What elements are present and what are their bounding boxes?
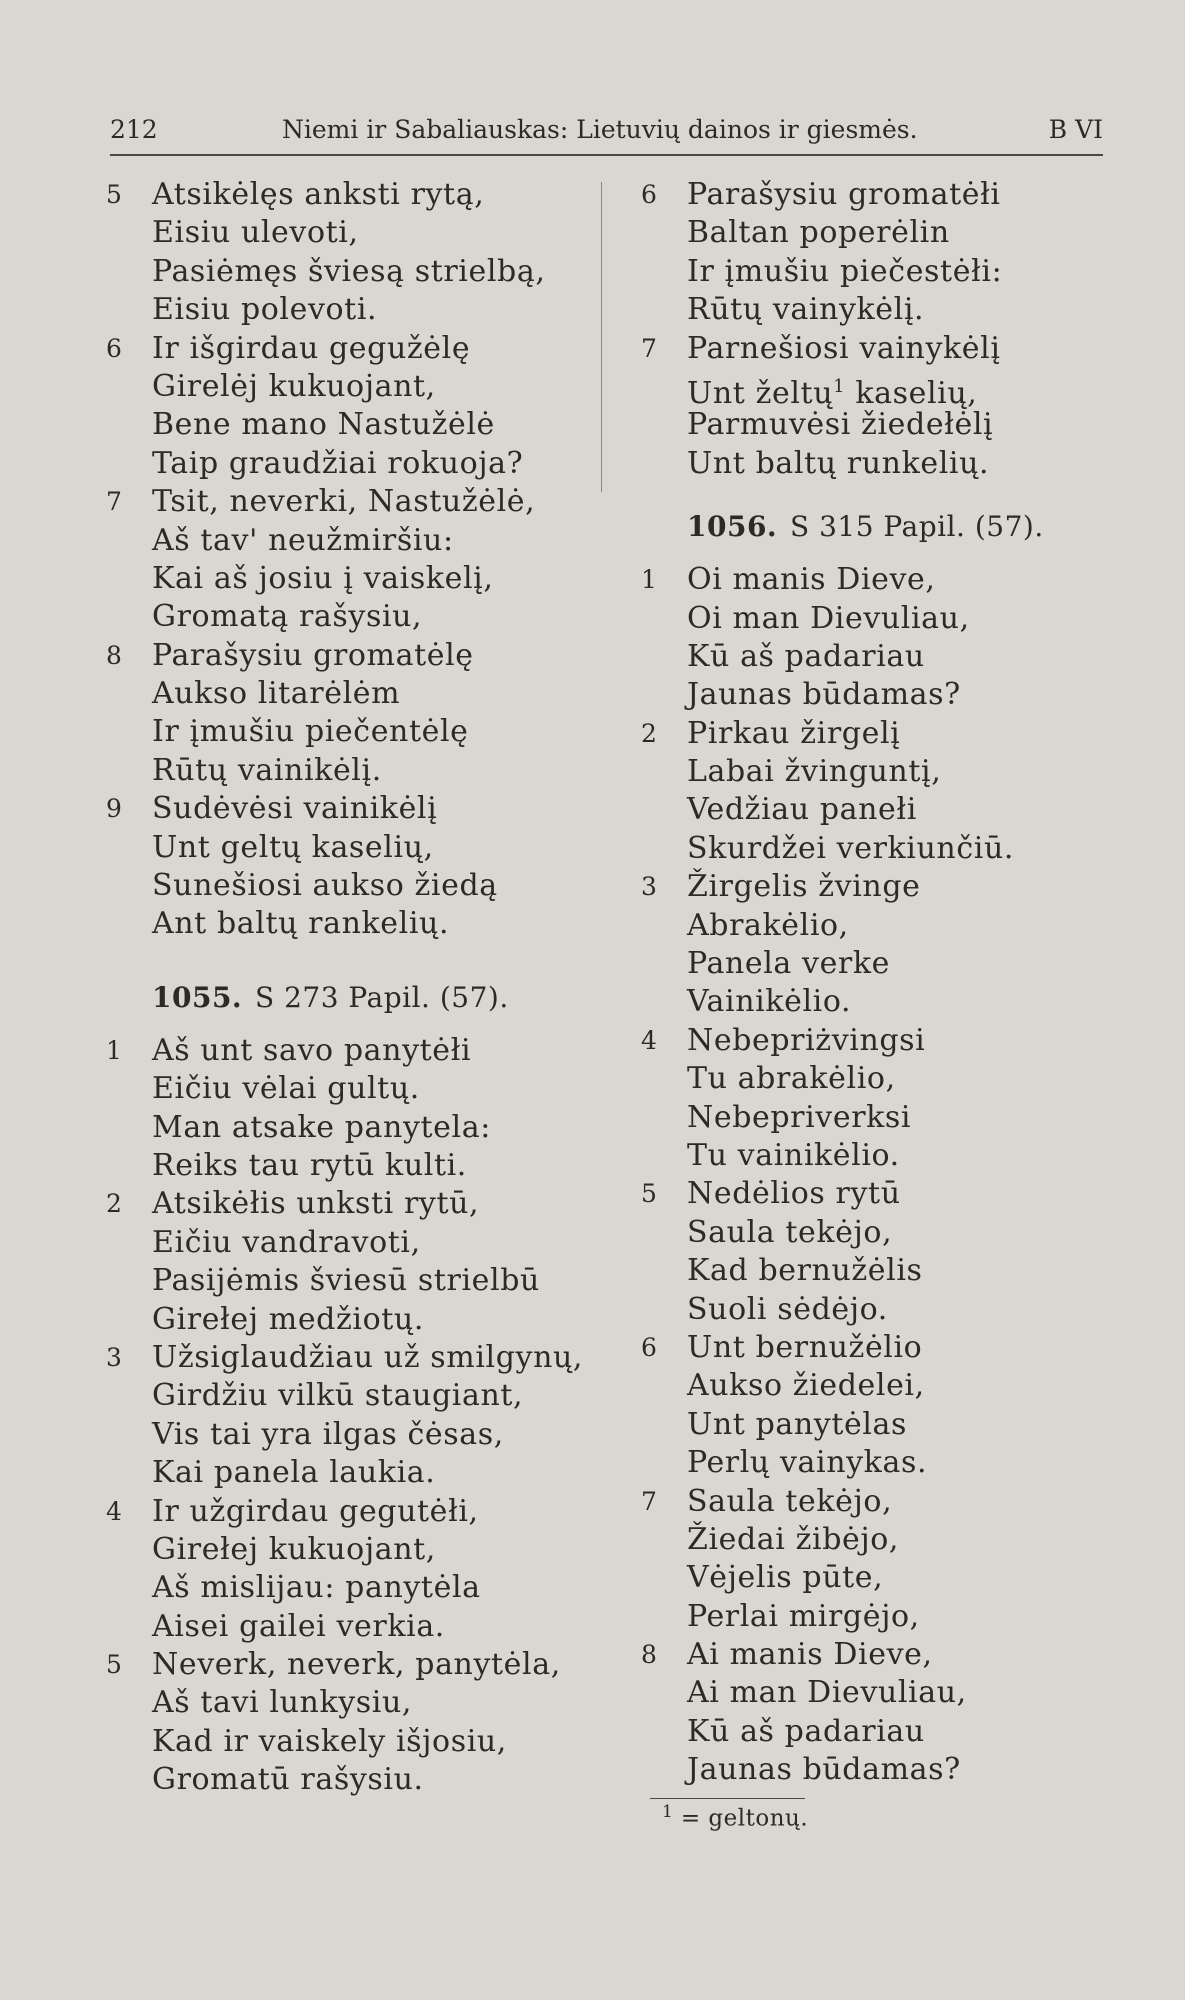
verse-line — [100, 752, 590, 790]
verse-number: 5 — [106, 180, 122, 209]
verse-text: Aukso žiedelei, — [687, 1368, 925, 1404]
page-number: 212 — [110, 115, 158, 144]
verse-text: Unt baltų runkelių. — [687, 445, 990, 481]
verse-line — [100, 330, 590, 368]
verse-line — [635, 176, 1105, 214]
verse-text: Unt bernužėlio — [687, 1329, 923, 1365]
verse-number: 5 — [641, 1179, 657, 1209]
verse-text: Unt panytėlas — [687, 1406, 908, 1442]
verse-line — [100, 1493, 590, 1531]
verse-text: Vėjelis pūte, — [687, 1560, 884, 1596]
verse-line — [635, 1559, 1105, 1597]
song-source: S 273 Papil. (57). — [255, 980, 509, 1014]
verse-text: Kai panela laukia. — [152, 1455, 436, 1491]
verse-text: Baltan poperėlin — [687, 215, 950, 251]
verse-text: Rūtų vainikėlį. — [152, 752, 382, 788]
verse-line — [635, 791, 1105, 829]
verse-line — [635, 253, 1105, 291]
verse-text: Ir įmušiu piečentėlę — [152, 714, 469, 750]
verse-text: Parmuvėsi žiedełėlį — [687, 407, 994, 443]
verse-line — [635, 406, 1105, 444]
verse-line — [100, 483, 590, 521]
verse-line — [635, 1674, 1105, 1712]
verse-line — [100, 214, 590, 252]
verse-text: Ir užgirdau gegutėłi, — [152, 1493, 479, 1529]
verse-line — [635, 1598, 1105, 1636]
verse-number: 5 — [106, 1650, 122, 1680]
verse-line — [635, 1022, 1105, 1060]
verse-line — [100, 713, 590, 751]
verse-line — [100, 1377, 590, 1415]
verse-text: Eičiu vėlai gultų. — [152, 1071, 420, 1107]
verse-text: Rūtų vainykėlį. — [687, 292, 925, 328]
verse-number: 7 — [106, 487, 122, 517]
verse-number: 6 — [106, 333, 122, 363]
verse-text: Sunešiosi aukso žiedą — [152, 868, 498, 904]
verse-text: Abrakėlio, — [687, 907, 849, 943]
verse-text: Tu abrakėlio, — [687, 1061, 896, 1097]
verse-line — [635, 214, 1105, 252]
verse-line — [100, 1569, 590, 1607]
verse-line — [100, 560, 590, 598]
song-1055 — [100, 1032, 590, 1800]
right-column — [635, 176, 1105, 1790]
verse-text: Skurdžei verkiunčiū. — [687, 830, 1014, 866]
verse-text-part: Unt želtų — [687, 375, 834, 411]
verse-line — [100, 1185, 590, 1223]
verse-text: Eisiu ulevoti, — [152, 215, 359, 251]
verse-number: 8 — [641, 1640, 657, 1670]
verse-text: Perlai mirgėjo, — [687, 1598, 920, 1634]
footnote-rule — [650, 1798, 805, 1799]
column-divider — [601, 182, 602, 492]
verse-line — [100, 867, 590, 905]
verse-line — [100, 522, 590, 560]
verse-number: 1 — [106, 1035, 122, 1065]
footnote — [662, 1802, 808, 1832]
section-label: B VI — [1048, 115, 1103, 144]
verse-text: Aš tav' neužmiršiu: — [152, 522, 454, 558]
verse-line — [100, 829, 590, 867]
verse-text: Pirkau žirgelį — [687, 715, 901, 751]
verse-line — [100, 1339, 590, 1377]
verse-text: Bene mano Nastužėlė — [152, 407, 495, 443]
song-heading-1055 — [100, 970, 590, 1026]
verse-text: Aš mislijau: panytėla — [152, 1570, 481, 1606]
verse-line — [635, 1521, 1105, 1559]
verse-text: Unt geltų kaselių, — [152, 829, 434, 865]
verse-text: Aš unt savo panytėłi — [152, 1032, 472, 1068]
left-column — [100, 176, 590, 1800]
verse-number: 1 — [641, 565, 657, 595]
verse-line — [635, 445, 1105, 483]
verse-number: 4 — [106, 1496, 122, 1526]
verse-line — [635, 1751, 1105, 1789]
verse-text: Man atsake panytela: — [152, 1109, 491, 1145]
verse-text: Nebepriverksi — [687, 1099, 912, 1135]
verse-text: Gromatū rašysiu. — [152, 1762, 424, 1798]
verse-line — [100, 1262, 590, 1300]
verse-line — [635, 1291, 1105, 1329]
verse-line — [100, 598, 590, 636]
verse-text: Girdžiu vilkū staugiant, — [152, 1378, 524, 1414]
verse-text: Parnešiosi vainykėlį — [687, 330, 1001, 366]
verse-line — [100, 1608, 590, 1646]
verse-text: Aukso litarėlėm — [152, 676, 401, 712]
verse-text: Nebepriżvingsi — [687, 1022, 926, 1058]
verse-line — [100, 675, 590, 713]
verse-line — [100, 1147, 590, 1185]
verse-line — [100, 1416, 590, 1454]
verse-line — [100, 1301, 590, 1339]
verse-text: Ir išgirdau gegužėlę — [152, 330, 471, 366]
song-1056 — [635, 561, 1105, 1790]
verse-line — [635, 1137, 1105, 1175]
verse-text: Ir įmušiu piečestėłi: — [687, 253, 1003, 289]
running-title: Niemi ir Sabaliauskas: Lietuvių dainos ir giesmės. — [282, 115, 918, 144]
verse-text: Ai man Dievuliau, — [687, 1675, 967, 1711]
verse-text: Girełej kukuojant, — [152, 1531, 436, 1567]
verse-text: Eisiu polevoti. — [152, 292, 378, 328]
verse-line — [100, 1646, 590, 1684]
verse-line — [635, 330, 1105, 368]
verse-text: Eičiu vandravoti, — [152, 1224, 421, 1260]
verse-text: Atsikėlęs anksti rytą, — [152, 177, 485, 212]
verse-line — [635, 1444, 1105, 1482]
verse-line — [100, 1032, 590, 1070]
verse-text: Oi man Dievuliau, — [687, 600, 970, 636]
verse-text: Neverk, neverk, panytėla, — [152, 1647, 561, 1683]
verse-number: 2 — [641, 718, 657, 748]
verse-line — [635, 1214, 1105, 1252]
verse-line — [100, 1224, 590, 1262]
verse-line — [100, 291, 590, 329]
verse-text: Vedžiau panełi — [687, 792, 917, 828]
verse-text: Kai aš josiu į vaiskelį, — [152, 560, 494, 596]
verse-number: 4 — [641, 1025, 657, 1055]
verse-text: Girełej medžiotų. — [152, 1301, 424, 1337]
verse-text: Gromatą rašysiu, — [152, 599, 423, 635]
verse-text: Girelėj kukuojant, — [152, 368, 436, 404]
verse-line — [635, 291, 1105, 329]
verse-line — [635, 676, 1105, 714]
verse-line — [635, 1636, 1105, 1674]
verse-number: 2 — [106, 1189, 122, 1219]
verse-text-part: kaselių, — [845, 375, 978, 411]
verse-line — [635, 600, 1105, 638]
verse-number: 3 — [641, 872, 657, 902]
verse-line — [635, 1406, 1105, 1444]
footnote-mark: 1 — [662, 1802, 673, 1822]
verse-text: Tu vainikėlio. — [687, 1137, 900, 1173]
footnote-reference: 1 — [833, 375, 846, 397]
verse-text: Vis tai yra ilgas čėsas, — [152, 1416, 504, 1452]
verse-line — [635, 868, 1105, 906]
verse-text: Nedėlios rytū — [687, 1176, 901, 1212]
verse-text: Tsit, neverki, Nastužėlė, — [152, 484, 536, 520]
verse-text: Užsiglaudžiau už smilgynų, — [152, 1339, 584, 1375]
verse-text: Saula tekėjo, — [687, 1214, 893, 1250]
verse-line — [635, 983, 1105, 1021]
verse-line — [100, 790, 590, 828]
verse-line — [635, 1099, 1105, 1137]
verse-text: Žirgelis žvinge — [687, 869, 921, 905]
verse-line — [100, 1684, 590, 1722]
verse-text: Kū aš padariau — [687, 1713, 925, 1749]
verse-line — [100, 176, 590, 214]
verse-line — [635, 1175, 1105, 1213]
verse-line — [635, 368, 1105, 411]
verse-line — [635, 1713, 1105, 1751]
header-rule — [110, 154, 1103, 156]
verse-text: Saula tekėjo, — [687, 1483, 893, 1519]
verse-number: 9 — [106, 794, 122, 824]
verse-line — [635, 945, 1105, 983]
verse-text: Žiedai žibėjo, — [687, 1521, 900, 1557]
verse-line — [100, 406, 590, 444]
verse-line — [100, 1454, 590, 1492]
verse-line — [100, 637, 590, 675]
verse-line — [100, 445, 590, 483]
verse-line — [635, 830, 1105, 868]
verse-line — [100, 253, 590, 291]
song-source: S 315 Papil. (57). — [790, 510, 1044, 544]
verse-text: Taip graudžiai rokuoja? — [152, 445, 524, 481]
verse-number: 7 — [641, 1486, 657, 1516]
verse-number: 6 — [641, 180, 657, 209]
verse-text: Suoli sėdėjo. — [687, 1291, 888, 1327]
verse-text: Vainikėlio. — [687, 984, 852, 1020]
song-heading-1056 — [635, 499, 1105, 555]
verse-line — [635, 907, 1105, 945]
verse-line — [100, 1109, 590, 1147]
verse-text: Kad ir vaiskely išjosiu, — [152, 1723, 507, 1759]
verse-text: Ant baltų rankelių. — [152, 906, 450, 942]
running-header — [110, 115, 1103, 155]
verse-text: Kū aš padariau — [687, 638, 925, 674]
verse-number: 6 — [641, 1332, 657, 1362]
verse-line — [100, 1070, 590, 1108]
verse-text: Aš tavi lunkysiu, — [152, 1685, 413, 1721]
verse-text: Kad bernužėlis — [687, 1253, 923, 1289]
song-continuation — [635, 176, 1105, 483]
verse-number: 8 — [106, 640, 122, 670]
verse-line — [635, 1060, 1105, 1098]
verse-text: Labai žvinguntį, — [687, 754, 942, 790]
verse-text: Jaunas būdamas? — [687, 1752, 961, 1788]
verse-line — [635, 715, 1105, 753]
verse-line — [635, 638, 1105, 676]
song-continuation — [100, 176, 590, 944]
verse-line — [100, 1761, 590, 1799]
verse-line — [635, 1329, 1105, 1367]
verse-text: Pasijėmis šviesū strielbū — [152, 1263, 540, 1299]
verse-line — [635, 1483, 1105, 1521]
verse-text: Ai manis Dieve, — [687, 1637, 933, 1673]
verse-line — [100, 1531, 590, 1569]
verse-text: Perlų vainykas. — [687, 1445, 928, 1481]
verse-line — [100, 368, 590, 406]
verse-number: 3 — [106, 1342, 122, 1372]
song-number: 1055. — [152, 980, 243, 1014]
verse-text: Pasiėmęs šviesą strielbą, — [152, 253, 546, 289]
verse-line — [635, 1367, 1105, 1405]
verse-text: Aisei gailei verkia. — [152, 1608, 445, 1644]
verse-text: Sudėvėsi vainikėlį — [152, 791, 438, 827]
verse-text: Reiks tau rytū kulti. — [152, 1147, 467, 1183]
verse-text: Parašysiu gromatėłi — [687, 177, 1001, 212]
verse-text: Panela verke — [687, 946, 890, 982]
song-number: 1056. — [687, 510, 778, 544]
verse-number: 7 — [641, 333, 657, 363]
verse-line — [100, 905, 590, 943]
verse-text: Oi manis Dieve, — [687, 562, 936, 598]
verse-line — [100, 1723, 590, 1761]
verse-line — [635, 561, 1105, 599]
verse-text: Atsikėłis unksti rytū, — [152, 1186, 480, 1222]
verse-line — [635, 753, 1105, 791]
footnote-text: = geltonų. — [680, 1805, 809, 1832]
verse-line — [635, 1252, 1105, 1290]
verse-text: Jaunas būdamas? — [687, 677, 961, 713]
verse-text: Parašysiu gromatėlę — [152, 637, 474, 673]
